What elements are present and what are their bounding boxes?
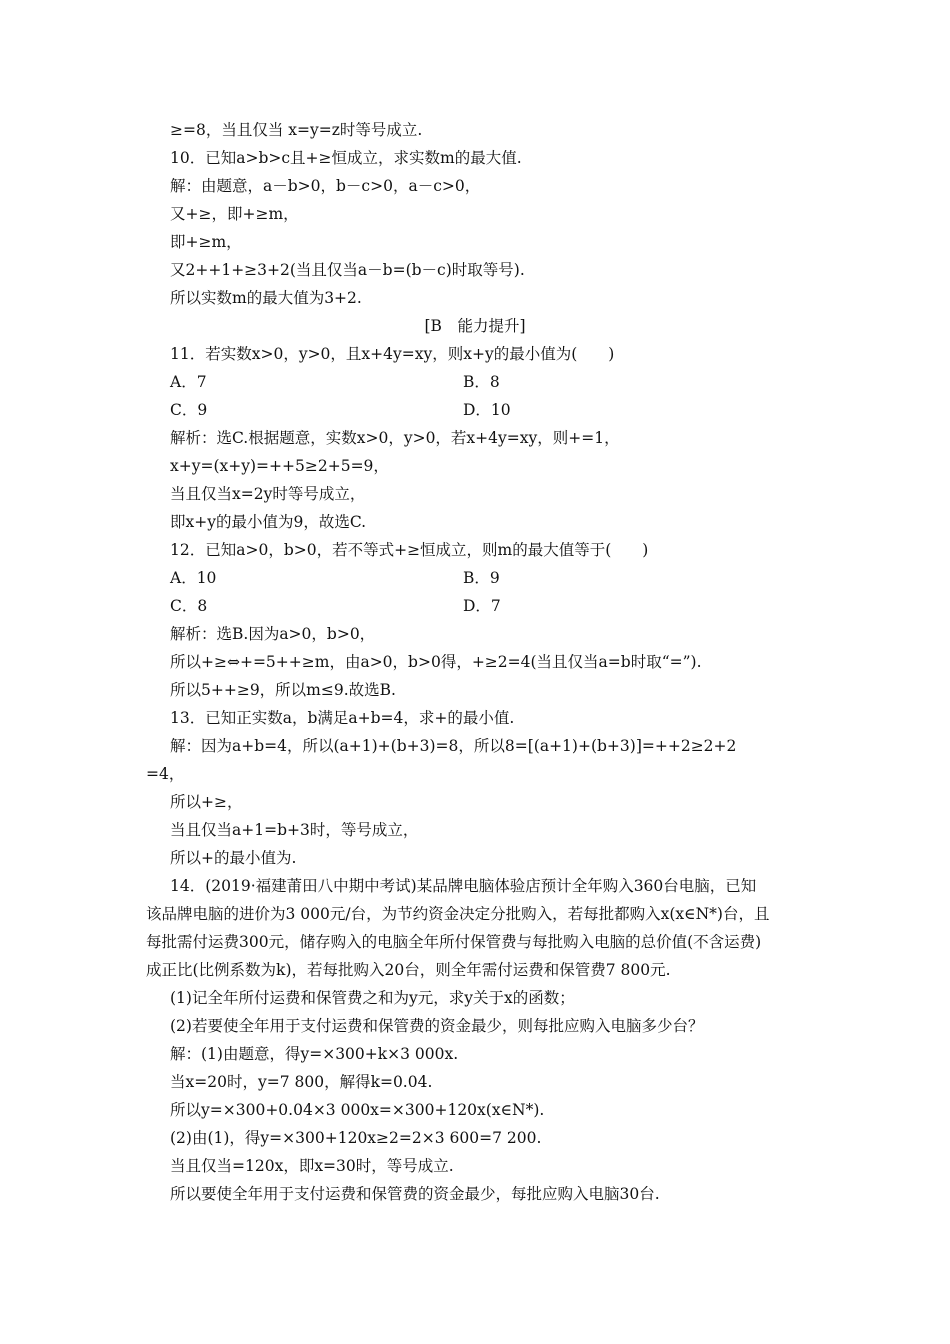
text-line: 解析：选B.因为a>0，b>0， xyxy=(170,625,376,643)
text-line: (2)若要使全年用于支付运费和保管费的资金最少，则每批应购入电脑多少台？ xyxy=(170,1017,704,1035)
option-c: C．8 xyxy=(170,597,208,615)
text-line: x+y=(x+y)=++5≥2+5=9， xyxy=(170,457,389,475)
text-line: 即x+y的最小值为9，故选C. xyxy=(170,513,367,531)
text-line: (1)记全年所付运费和保管费之和为y元，求y关于x的函数； xyxy=(170,989,575,1007)
text-line: 每批需付运费300元，储存购入的电脑全年所付保管费与每批购入电脑的总价值(不含运费) xyxy=(146,933,762,951)
text-line: 所以5++≥9，所以m≤9.故选B. xyxy=(170,681,396,699)
text-line: 当x=20时，y=7 800，解得k=0.04. xyxy=(170,1073,433,1091)
text-line: 又+≥，即+≥m， xyxy=(170,205,299,223)
text-line: 解：(1)由题意，得y=×300+k×3 000x. xyxy=(170,1045,459,1063)
text-line: 解：因为a+b=4，所以(a+1)+(b+3)=8，所以8=[(a+1)+(b+3)]=++2≥2+2 xyxy=(170,737,737,755)
text-line: (2)由(1)，得y=×300+120x≥2=2×3 600=7 200. xyxy=(170,1129,542,1147)
problem-12-stem: 12．已知a>0，b>0，若不等式+≥恒成立，则m的最大值等于( ) xyxy=(170,541,649,559)
text-line: =4， xyxy=(146,765,185,783)
text-line: 当且仅当x=2y时等号成立， xyxy=(170,485,366,503)
text-line: ≥=8，当且仅当 x=y=z时等号成立. xyxy=(170,121,423,139)
text-line: 即+≥m， xyxy=(170,233,242,251)
problem-11-stem: 11．若实数x>0，y>0，且x+4y=xy，则x+y的最小值为( ) xyxy=(170,345,615,363)
option-b: B．9 xyxy=(463,569,500,587)
text-line: 所以+的最小值为. xyxy=(170,849,297,867)
option-b: B．8 xyxy=(463,373,500,391)
option-d: D．10 xyxy=(463,401,511,419)
text-line: 解：由题意，a－b>0，b－c>0，a－c>0， xyxy=(170,177,481,195)
text-line: 成正比(比例系数为k)，若每批购入20台，则全年需付运费和保管费7 800元. xyxy=(146,961,671,979)
text-line: 当且仅当=120x，即x=30时，等号成立. xyxy=(170,1157,454,1175)
section-heading: [B 能力提升] xyxy=(424,317,526,335)
text-line: 所以y=×300+0.04×3 000x=×300+120x(x∈N*). xyxy=(170,1101,545,1119)
problem-13-stem: 13．已知正实数a，b满足a+b=4，求+的最小值. xyxy=(170,709,515,727)
option-a: A．10 xyxy=(170,569,217,587)
text-line: 所以要使全年用于支付运费和保管费的资金最少，每批应购入电脑30台. xyxy=(170,1185,660,1203)
problem-14-stem: 14．(2019·福建莆田八中期中考试)某品牌电脑体验店预计全年购入360台电脑，已知 xyxy=(170,877,757,895)
text-line: 又2++1+≥3+2(当且仅当a－b=(b－c)时取等号). xyxy=(170,261,525,279)
text-line: 当且仅当a+1=b+3时，等号成立， xyxy=(170,821,419,839)
option-d: D．7 xyxy=(463,597,501,615)
text-line: 所以+≥⇔+=5++≥m，由a>0，b>0得，+≥2=4(当且仅当a=b时取“=”). xyxy=(170,653,702,671)
text-line: 所以+≥， xyxy=(170,793,243,811)
option-a: A．7 xyxy=(170,373,207,391)
text-line: 解析：选C.根据题意，实数x>0，y>0，若x+4y=xy，则+=1， xyxy=(170,429,620,447)
text-line: 该品牌电脑的进价为3 000元/台，为节约资金决定分批购入，若每批都购入x(x∈N*)台，且 xyxy=(146,905,770,923)
problem-10-stem: 10．已知a>b>c且+≥恒成立，求实数m的最大值. xyxy=(170,149,522,167)
option-c: C．9 xyxy=(170,401,208,419)
text-line: 所以实数m的最大值为3+2. xyxy=(170,289,362,307)
